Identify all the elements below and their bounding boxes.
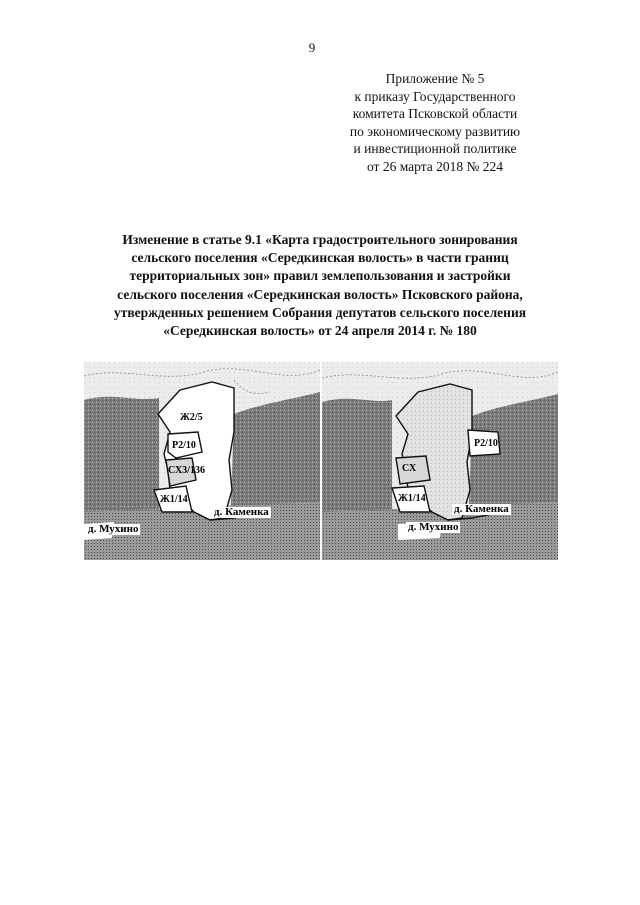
document-heading: [60, 231, 580, 340]
zone-label: Ж2/5: [180, 412, 203, 423]
zoning-map-after: [322, 362, 558, 560]
zone-label: Ж1/14: [398, 493, 426, 504]
appendix-line: и инвестиционной политике: [353, 141, 517, 156]
zone-label: Р2/10: [172, 440, 196, 451]
heading-line: Изменение в статье 9.1 «Карта градостроительного зонирования: [122, 232, 518, 247]
appendix-block: [330, 70, 540, 175]
heading-line: утвержденных решением Собрания депутатов сельского поселения: [113, 304, 527, 320]
place-label: д. Мухино: [408, 521, 459, 533]
heading-line: территориальных зон» правил землепользования и застройки: [129, 268, 511, 284]
appendix-line: комитета Псковской области: [352, 106, 518, 121]
heading-line: «Середкинская волость» от 24 апреля 2014 г. № 180: [163, 323, 477, 339]
appendix-line: от 26 марта 2018 № 224: [366, 158, 504, 174]
place-label: д. Мухино: [88, 523, 139, 535]
zone-label: Ж1/14: [160, 494, 188, 505]
zone-label: СХ3/136: [168, 465, 205, 476]
zoning-maps: [84, 362, 558, 560]
zone-label: СХ: [402, 463, 417, 474]
appendix-line: к приказу Государственного: [354, 88, 516, 104]
zoning-map-before: [84, 362, 320, 560]
zone-label: Р2/10: [474, 438, 498, 449]
place-label: д. Каменка: [454, 503, 509, 515]
appendix-line: по экономическому развитию: [349, 123, 521, 139]
appendix-line: Приложение № 5: [385, 71, 485, 86]
heading-line: сельского поселения «Середкинская волость» Псковского района,: [117, 286, 523, 302]
place-label: д. Каменка: [214, 506, 269, 518]
heading-line: сельского поселения «Середкинская волость» в части границ: [131, 250, 509, 266]
page-number: 9: [308, 40, 316, 55]
